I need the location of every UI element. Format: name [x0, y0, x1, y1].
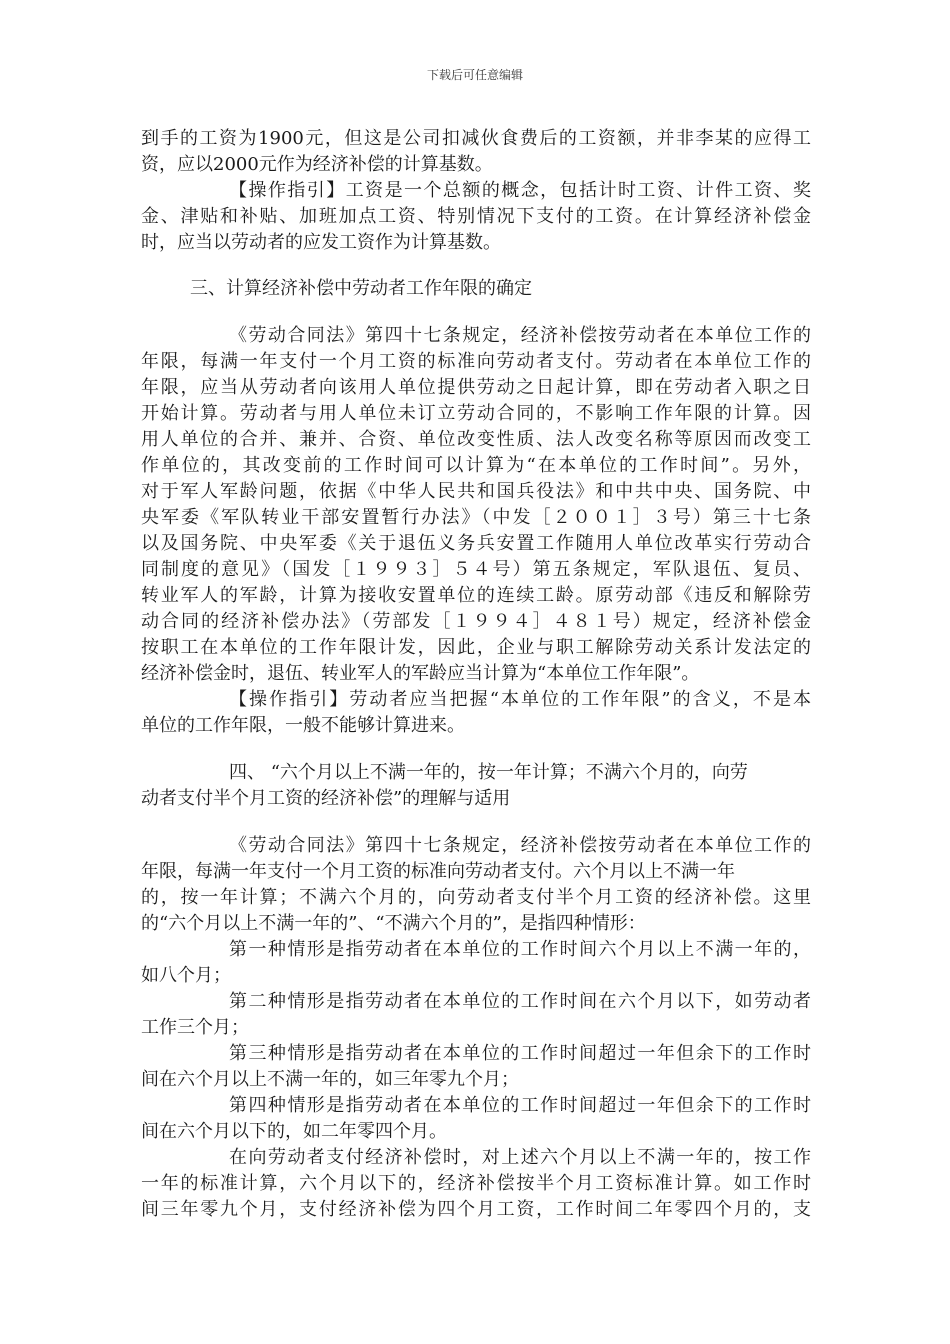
body-line: 作单位的，其改变前的工作时间可以计算为“在本单位的工作时间”。另外，	[141, 455, 811, 476]
body-line: 央军委《军队转业干部安置暂行办法》（中发［２００１］３号）第三十七条	[141, 507, 811, 528]
body-line: 在向劳动者支付经济补偿时，对上述六个月以上不满一年的，按工作	[229, 1147, 811, 1168]
body-line: 第四种情形是指劳动者在本单位的工作时间超过一年但余下的工作时	[229, 1095, 811, 1116]
body-line: 经济补偿金时，退伍、转业军人的军龄应当计算为“本单位工作年限”。	[141, 663, 700, 684]
body-line: 动合同的经济补偿办法》（劳部发［１９９４］４８１号）规定，经济补偿金	[141, 611, 811, 632]
body-line: 以及国务院、中央军委《关于退伍义务兵安置工作随用人单位改革实行劳动合	[141, 533, 811, 554]
body-line: 第二种情形是指劳动者在本单位的工作时间在六个月以下，如劳动者	[229, 991, 811, 1012]
section-heading: 动者支付半个月工资的经济补偿”的理解与适用	[141, 788, 511, 809]
body-line: 第一种情形是指劳动者在本单位的工作时间六个月以上不满一年的，	[229, 939, 811, 960]
body-line: 时，应当以劳动者的应发工资作为计算基数。	[141, 232, 501, 253]
body-line: 年限，每满一年支付一个月工资的标准向劳动者支付。劳动者在本单位工作的	[141, 351, 811, 372]
section-heading: 三、计算经济补偿中劳动者工作年限的确定	[190, 278, 532, 299]
body-line: 一年的标准计算，六个月以下的，经济补偿按半个月工资标准计算。如工作时	[141, 1173, 811, 1194]
body-line: 单位的工作年限，一般不能够计算进来。	[141, 715, 465, 736]
body-line: 开始计算。劳动者与用人单位未订立劳动合同的，不影响工作年限的计算。因	[141, 403, 811, 424]
body-line: 《劳动合同法》第四十七条规定，经济补偿按劳动者在本单位工作的	[229, 325, 811, 346]
body-line: 《劳动合同法》第四十七条规定，经济补偿按劳动者在本单位工作的	[229, 835, 811, 856]
page-header: 下载后可任意编辑	[426, 68, 523, 82]
guidance-line: 【操作指引】工资是一个总额的概念，包括计时工资、计件工资、奖	[229, 180, 811, 201]
body-line: 年限，每满一年支付一个月工资的标准向劳动者支付。六个月以上不满一年	[141, 861, 735, 882]
body-line: 同制度的意见》（国发［１９９３］５４号）第五条规定，军队退伍、复员、	[141, 559, 811, 580]
body-line: 第三种情形是指劳动者在本单位的工作时间超过一年但余下的工作时	[229, 1043, 811, 1064]
body-line: 按职工在本单位的工作年限计发，因此，企业与职工解除劳动关系计发法定的	[141, 637, 811, 658]
body-line: 对于军人军龄问题，依据《中华人民共和国兵役法》和中共中央、国务院、中	[141, 481, 811, 502]
body-line: 用人单位的合并、兼并、合资、单位改变性质、法人改变名称等原因而改变工	[141, 429, 811, 450]
body-line: 年限，应当从劳动者向该用人单位提供劳动之日起计算，即在劳动者入职之日	[141, 377, 811, 398]
section-heading: 四、 “六个月以上不满一年的，按一年计算；不满六个月的，向劳	[229, 762, 748, 783]
body-line: 间在六个月以下的，如二年零四个月。	[141, 1121, 447, 1142]
body-line: 转业军人的军龄，计算为接收安置单位的连续工龄。原劳动部《违反和解除劳	[141, 585, 811, 606]
body-line: 的“六个月以上不满一年的”、“不满六个月的”，是指四种情形：	[141, 913, 646, 934]
body-line: 到手的工资为1900元，但这是公司扣减伙食费后的工资额，并非李某的应得工	[141, 128, 811, 149]
body-line: 工作三个月；	[141, 1017, 249, 1038]
body-line: 金、津贴和补贴、加班加点工资、特别情况下支付的工资。在计算经济补偿金	[141, 206, 811, 227]
body-line: 间三年零九个月，支付经济补偿为四个月工资，工作时间二年零四个月的，支	[141, 1199, 811, 1220]
body-line: 间在六个月以上不满一年的，如三年零九个月；	[141, 1069, 519, 1090]
body-line: 资，应以2000元作为经济补偿的计算基数。	[141, 154, 493, 175]
body-line: 如八个月；	[141, 965, 231, 986]
body-line: 的，按一年计算；不满六个月的，向劳动者支付半个月工资的经济补偿。这里	[141, 887, 811, 908]
guidance-line: 【操作指引】劳动者应当把握“本单位的工作年限”的含义，不是本	[229, 689, 811, 710]
